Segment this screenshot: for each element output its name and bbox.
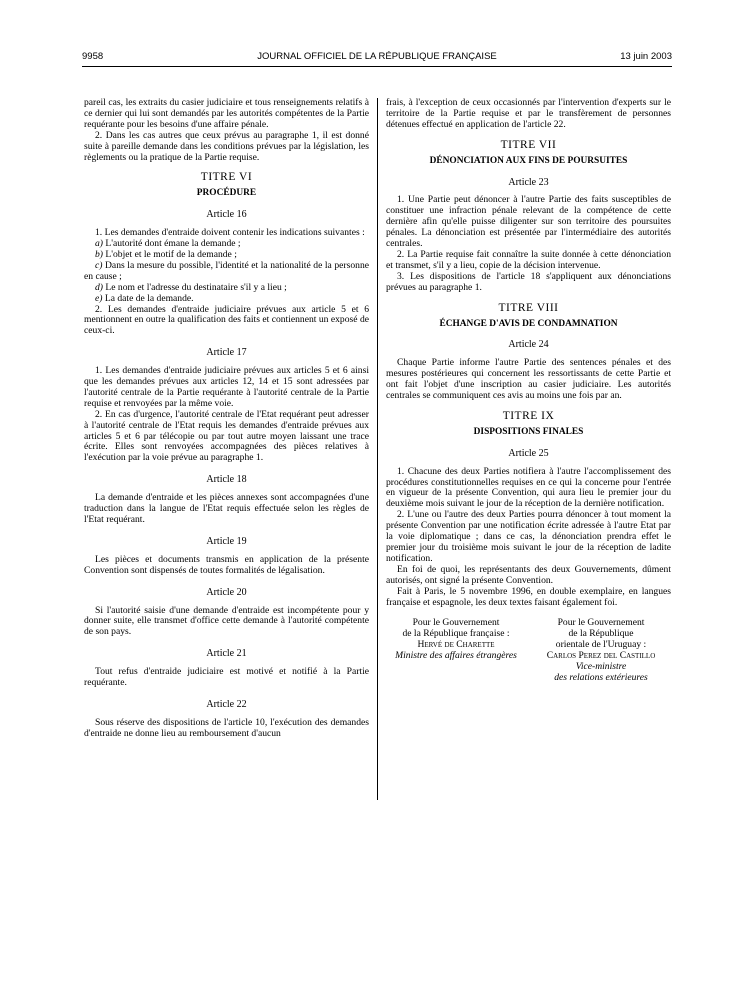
signatory-line: Pour le Gouvernement bbox=[412, 617, 500, 629]
article-heading: Article 19 bbox=[206, 535, 247, 547]
paragraph: 3. Les dispositions de l'article 18 s'appliquent aux dénonciations prévues au paragraphe 1. bbox=[386, 270, 671, 293]
paragraph: Fait à Paris, le 5 novembre 1996, en double exemplaire, en langues française et espagnole, les deux textes faisant également foi. bbox=[386, 585, 671, 608]
article-heading: Article 23 bbox=[508, 176, 549, 188]
signatory-role: des relations extérieures bbox=[554, 672, 648, 684]
list-letter: e) bbox=[95, 292, 103, 304]
signatory-line: de la République française : bbox=[402, 628, 510, 640]
page-number: 9958 bbox=[82, 51, 104, 62]
paragraph: Sous réserve des dispositions de l'article 10, l'exécution des demandes d'entraide ne donne lieu au remboursement d'aucun bbox=[84, 716, 369, 739]
paragraph: 2. L'une ou l'autre des deux Parties pourra dénoncer à tout moment la présente Convention par une notification écrite adressée à l'autre Etat par la voie diplomatique ; dans ce cas, la dénonciation prendra effet le premier jour du troisième mois suivant le jour de la réception de ladite notification. bbox=[386, 509, 671, 564]
titre-heading: TITRE VI bbox=[200, 171, 253, 184]
signatory-name: Hervé de Charette bbox=[417, 639, 495, 651]
paragraph: Si l'autorité saisie d'une demande d'entraide est incompétente pour y donner suite, elle transmet d'office cette demande à l'autorité compétente de son pays. bbox=[84, 604, 369, 638]
paragraph: 2. Dans les cas autres que ceux prévus au paragraphe 1, il est donné suite à pareille demande dans les conditions prévues par la législation, les règlements ou la pratique de la Partie requise. bbox=[84, 129, 369, 163]
column-divider bbox=[377, 98, 378, 800]
signature-block bbox=[386, 617, 671, 683]
article-heading: Article 18 bbox=[206, 474, 247, 486]
titre-subheading: DÉNONCIATION AUX FINS DE POURSUITES bbox=[429, 155, 628, 166]
paragraph: pareil cas, les extraits du casier judiciaire et tous renseignements relatifs à ce dernier qui lui sont demandés par les autorités compétentes de la Partie requérante pour les besoins d'une affaire pénale. bbox=[84, 97, 369, 130]
paragraph: 1. Les demandes d'entraide doivent contenir les indications suivantes : bbox=[95, 227, 365, 239]
left-column bbox=[84, 98, 369, 740]
paragraph: 2. En cas d'urgence, l'autorité centrale de l'Etat requérant peut adresser à l'autorité centrale de l'Etat requis les demandes d'entraide prévues aux articles 5 et 6 par télécopie ou par tout autre moyen laissant une trace écrite. Elles sont renvoyées accompagnées des pièces relatives à l'exécution par la voie prévue au paragraphe 1. bbox=[84, 408, 369, 464]
signatory-role: Ministre des affaires étrangères bbox=[395, 650, 517, 662]
paragraph: Les pièces et documents transmis en application de la présente Convention sont dispensés de toutes formalités de légalisation. bbox=[84, 553, 369, 576]
paragraph: La demande d'entraide et les pièces annexes sont accompagnées d'une traduction dans la langue de l'Etat requis effectuée selon les règles de l'Etat requérant. bbox=[84, 492, 369, 525]
list-item bbox=[84, 294, 369, 305]
article-heading: Article 16 bbox=[206, 209, 247, 221]
titre-heading: TITRE VIII bbox=[498, 301, 559, 314]
list-text: Le nom et l'adresse du destinataire s'il y a lieu ; bbox=[103, 281, 287, 293]
paragraph: frais, à l'exception de ceux occasionnés par l'intervention d'experts sur le territoire de la Partie requise et par le transfèrement de personnes détenues effectué en application de l'article 22. bbox=[386, 97, 671, 130]
list-letter: c) bbox=[95, 259, 103, 271]
paragraph: 1. Chacune des deux Parties notifiera à l'autre l'accomplissement des procédures constitutionnelles requises en ce qui la concerne pour l'entrée en vigueur de la présente Convention, qui aura lieu le premier jour du deuxième mois suivant le jour de la réception de la dernière notification. bbox=[386, 465, 671, 510]
page-header bbox=[82, 51, 672, 65]
signatory-role: Vice-ministre bbox=[575, 661, 627, 673]
signatory-name: Carlos Perez del Castillo bbox=[546, 650, 656, 662]
signatory-line: orientale de l'Uruguay : bbox=[555, 639, 647, 651]
titre-subheading: ÉCHANGE D'AVIS DE CONDAMNATION bbox=[439, 318, 618, 329]
paragraph: En foi de quoi, les représentants des deux Gouvernements, dûment autorisés, ont signé la présente Convention. bbox=[386, 563, 671, 586]
titre-heading: TITRE IX bbox=[502, 409, 555, 422]
list-text: L'autorité dont émane la demande ; bbox=[103, 238, 241, 250]
paragraph: Tout refus d'entraide judiciaire est motivé et notifié à la Partie requérante. bbox=[84, 666, 369, 689]
article-heading: Article 25 bbox=[508, 447, 549, 459]
header-rule bbox=[82, 66, 672, 67]
paragraph: Chaque Partie informe l'autre Partie des sentences pénales et des mesures postérieures qui concernent les ressortissants de cette Partie et ont fait l'objet d'une inscription au casier judiciaire. Les autorités centrales se communiquent ces avis au moins une fois par an. bbox=[386, 357, 671, 402]
list-text: L'objet et le motif de la demande ; bbox=[103, 248, 237, 260]
list-text: La date de la demande. bbox=[102, 292, 194, 304]
paragraph: 2. La Partie requise fait connaître la suite donnée à cette dénonciation et transmet, s'il y a lieu, copie de la décision intervenue. bbox=[386, 248, 671, 271]
issue-date: 13 juin 2003 bbox=[620, 51, 672, 62]
titre-heading: TITRE VII bbox=[500, 138, 557, 151]
paragraph: 1. Une Partie peut dénoncer à l'autre Partie des faits susceptibles de constituer une infraction pénale relevant de la compétence de cette dernière afin qu'elle puisse diligenter sur son territoire des poursuites pénales. La dénonciation est présentée par l'intermédiaire des autorités centrales. bbox=[386, 194, 671, 250]
signature-france bbox=[386, 617, 526, 683]
paragraph: 2. Les demandes d'entraide judiciaire prévues aux article 5 et 6 mentionnent en outre la qualification des faits et contiennent un exposé de ceux-ci. bbox=[84, 303, 369, 337]
article-heading: Article 21 bbox=[206, 648, 247, 660]
journal-title: JOURNAL OFFICIEL DE LA RÉPUBLIQUE FRANÇAISE bbox=[257, 51, 497, 62]
signatory-line: Pour le Gouvernement bbox=[557, 617, 645, 629]
right-column bbox=[386, 98, 671, 683]
paragraph: 1. Les demandes d'entraide judiciaire prévues aux articles 5 et 6 ainsi que les demandes prévues aux articles 12, 14 et 15 sont adressées par l'autorité centrale de la Partie requérante à l'autorité centrale de la Partie requise et renvoyées par la même voie. bbox=[84, 365, 369, 409]
titre-subheading: PROCÉDURE bbox=[196, 188, 257, 199]
list-letter: a) bbox=[95, 238, 103, 250]
signatory-line: de la République bbox=[568, 628, 634, 640]
article-heading: Article 20 bbox=[206, 586, 247, 598]
article-heading: Article 22 bbox=[206, 698, 247, 710]
list-letter: b) bbox=[95, 248, 103, 260]
list-item bbox=[84, 261, 369, 283]
list-letter: d) bbox=[95, 281, 103, 293]
article-heading: Article 17 bbox=[206, 347, 247, 359]
article-heading: Article 24 bbox=[508, 339, 549, 351]
list-text: Dans la mesure du possible, l'identité et la nationalité de la personne en cause ; bbox=[84, 259, 369, 282]
titre-subheading: DISPOSITIONS FINALES bbox=[473, 426, 584, 437]
signature-uruguay bbox=[531, 617, 671, 683]
